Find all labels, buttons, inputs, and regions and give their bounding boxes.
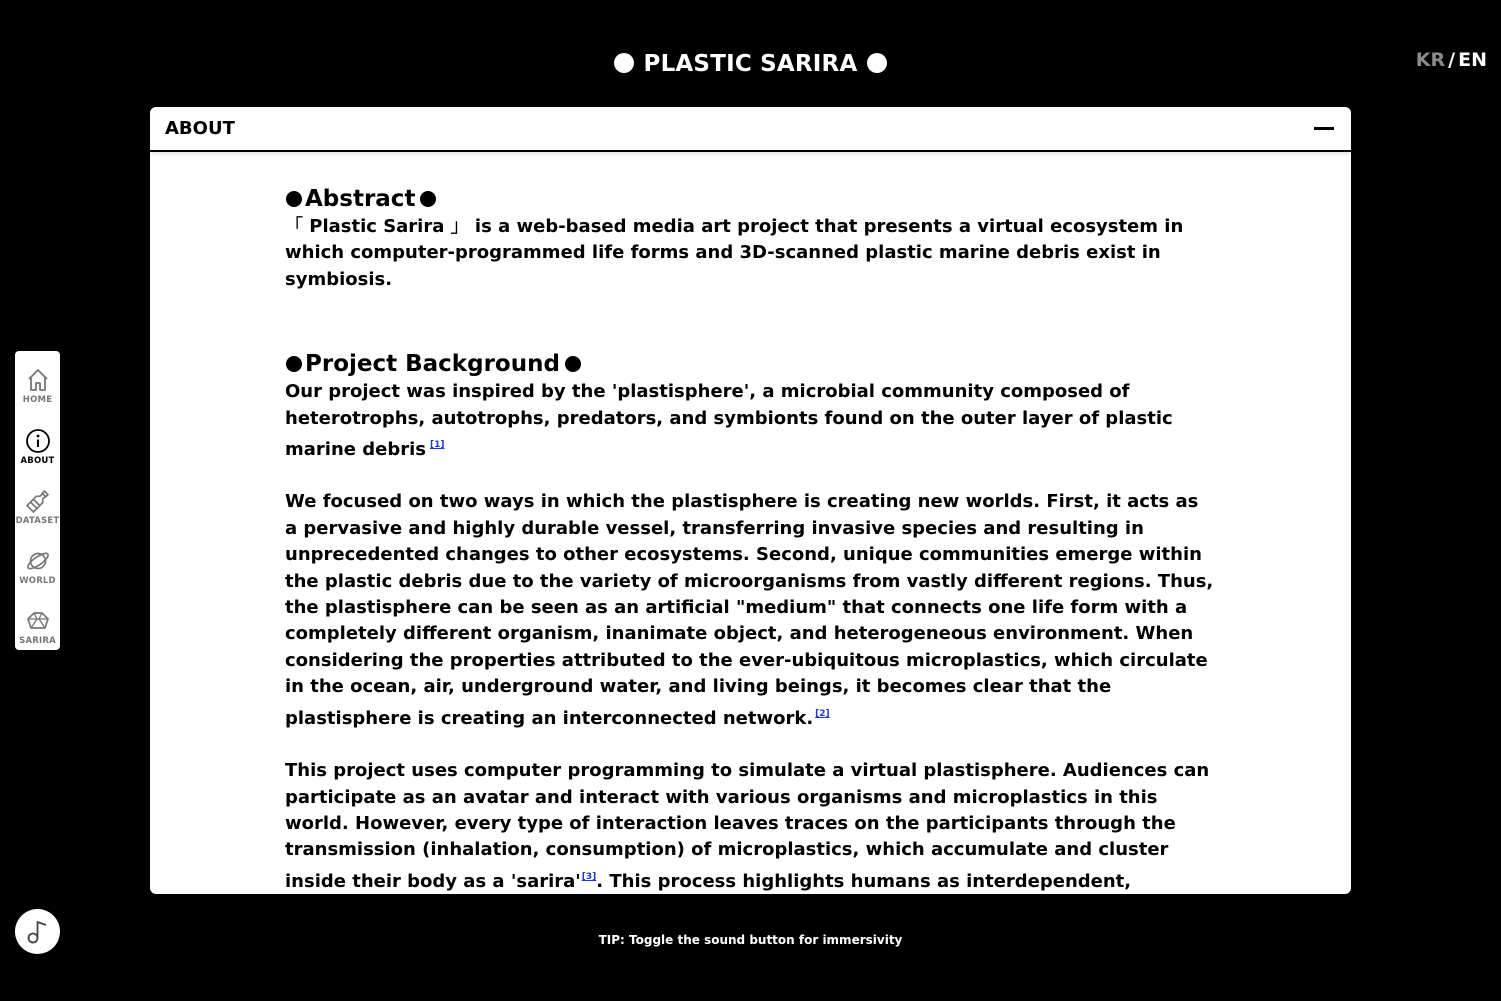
nav-item-world[interactable] (15, 548, 60, 604)
nav-label-dataset: DATASET (15, 516, 60, 526)
gem-icon (25, 608, 51, 634)
nav-item-about[interactable] (15, 428, 60, 484)
footnote-link-2[interactable]: [2] (815, 708, 830, 719)
site-title-text: PLASTIC SARIRA (643, 51, 858, 77)
background-paragraph-1 (285, 379, 1215, 463)
lang-kr-link[interactable]: KR (1415, 49, 1446, 71)
background-heading-text: Project Background (305, 351, 560, 378)
bullet-icon (565, 356, 581, 372)
background-paragraph-2-text: We focused on two ways in which the plastisphere is creating new worlds. First, it acts as a pervasive and highly durable vessel, transferring invasive species and resulting in unprecedented changes to other ecosystems. Second, unique communities emerge within the plastic debris due to the variety of microorganisms from vastly different regions. Thus, the plastisphere can be seen as an artificial "medium" that connects one life form with a completely different organism, inanimate object, and heterogeneous environment. When considering the properties attributed to the ever-ubiquitous microplastics, which circulate in the ocean, air, underground water, and living beings, it becomes clear that the plastisphere is creating an interconnected network. (285, 491, 1214, 729)
minus-icon (1314, 127, 1334, 130)
site-title (0, 44, 1501, 84)
about-content (285, 184, 1215, 948)
background-paragraph-3 (285, 758, 1215, 948)
nav-item-home[interactable] (15, 367, 60, 423)
panel-title: ABOUT (165, 118, 235, 139)
lang-en-link[interactable]: EN (1458, 49, 1487, 71)
nav-label-home: HOME (22, 395, 53, 405)
nav-item-dataset[interactable] (15, 488, 60, 544)
info-icon (25, 428, 51, 454)
footnote-link-3[interactable]: [3] (581, 871, 597, 882)
title-dot-right (867, 53, 887, 73)
sound-tip: TIP: Toggle the sound button for immersivity (598, 933, 903, 947)
nav-label-about: ABOUT (20, 456, 55, 466)
background-heading (285, 349, 1215, 379)
abstract-text: 「 Plastic Sarira 」 is a web-based media art project that presents a virtual ecosystem in which computer-programmed life forms and 3D-scanned plastic marine debris exist in symbiosis. (285, 216, 1184, 290)
bottle-icon (25, 488, 51, 514)
side-nav (15, 351, 60, 650)
abstract-heading-text: Abstract (305, 186, 416, 212)
background-paragraph-2 (285, 489, 1215, 732)
background-paragraph-3-text-a: This project uses computer programming to simulate a virtual plastisphere. Audiences can participate as an avatar and interact with various organisms and microplastics in this world. However, every type of interaction leaves traces on the participants through the transmission (inhalation, consumption) of microplastics, which accumulate and cluster inside their body as a 'sarira' (285, 760, 1210, 892)
bullet-icon (286, 191, 302, 207)
home-icon (26, 367, 50, 393)
lang-separator: / (1448, 49, 1456, 71)
title-dot-left (614, 53, 634, 73)
planet-icon (25, 548, 51, 574)
panel-header (150, 107, 1351, 152)
language-switch (1416, 48, 1487, 72)
background-paragraph-3-text-b: . This process highlights humans as interdependent, synthetic beings that are both intimately affected by and influence other organisms and objects in our already plasticized world. (285, 870, 1185, 945)
nav-label-sarira: SARIRA (19, 636, 56, 646)
bullet-icon (286, 356, 302, 372)
nav-label-world: WORLD (19, 576, 56, 586)
bullet-icon (420, 191, 436, 207)
footnote-link-1[interactable]: [1] (429, 440, 445, 451)
background-paragraph-1-text: Our project was inspired by the 'plastisphere', a microbial community composed of heterotrophs, autotrophs, predators, and symbionts found on the outer layer of plastic marine debris (285, 381, 1173, 461)
abstract-heading (285, 184, 1215, 214)
nav-item-sarira[interactable] (15, 608, 60, 664)
collapse-button[interactable] (1314, 121, 1334, 137)
